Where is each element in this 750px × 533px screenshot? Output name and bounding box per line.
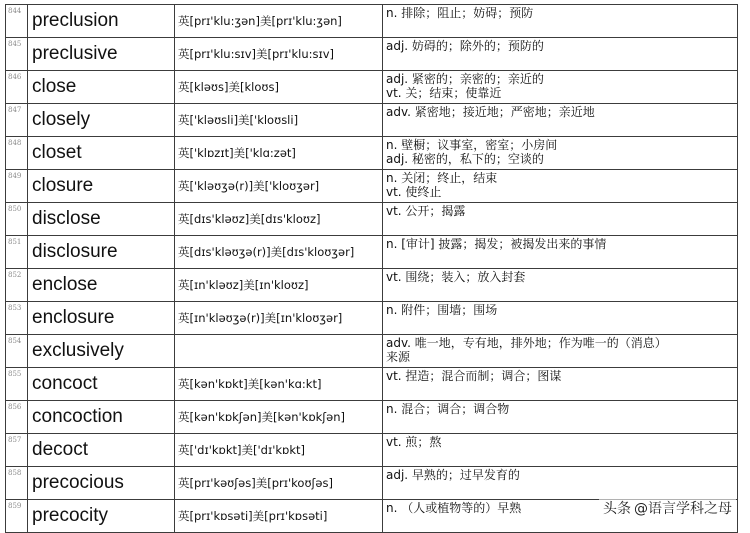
word-cell: enclosure [28,302,175,335]
phonetic-cell: 英[prɪ'klu:sɪv]美[prɪ'klu:sɪv] [175,38,383,71]
definition-cell [383,368,738,401]
table-row [6,104,738,137]
table-row [6,236,738,269]
word-cell: closely [28,104,175,137]
word-cell: preclusion [28,5,175,38]
table-row [6,71,738,104]
definition-cell [383,71,738,104]
phonetic-cell: 英[ɪn'kləʊz]美[ɪn'kloʊz] [175,269,383,302]
definition-cell [383,5,738,38]
table-row [6,467,738,500]
definition-line: 来源 [386,350,411,364]
word-cell: closure [28,170,175,203]
row-number: 854 [6,335,28,368]
definition-line: adv. 唯一地，专有地，排外地；作为唯一的（消息） [386,336,667,350]
phonetic-cell: 英[ɪn'kləʊʒə(r)]美[ɪn'kloʊʒər] [175,302,383,335]
row-number: 848 [6,137,28,170]
word-cell: preclusive [28,38,175,71]
row-number: 845 [6,38,28,71]
phonetic-cell: 英[prɪ'kɒsəti]美[prɪ'kɒsəti] [175,500,383,533]
row-number: 855 [6,368,28,401]
word-cell: enclose [28,269,175,302]
phonetic-cell: 英['kləʊsli]美['kloʊsli] [175,104,383,137]
row-number: 846 [6,71,28,104]
table-row [6,203,738,236]
definition-line: vt. 使终止 [386,185,442,199]
word-cell: disclosure [28,236,175,269]
row-number: 856 [6,401,28,434]
word-cell: close [28,71,175,104]
table-row [6,5,738,38]
definition-line: adj. 紧密的；亲密的；亲近的 [386,72,544,86]
row-number: 849 [6,170,28,203]
word-cell: precocious [28,467,175,500]
definition-line: adj. 早熟的；过早发育的 [386,468,520,482]
watermark [599,497,736,519]
table-row [6,302,738,335]
watermark-text: @语言学科之母 [634,501,732,517]
definition-cell [383,467,738,500]
table-row [6,170,738,203]
word-cell: concoct [28,368,175,401]
definition-line: n. 附件；围墙；围场 [386,303,498,317]
vocabulary-table-body [6,5,738,533]
phonetic-cell [175,335,383,368]
word-cell: decoct [28,434,175,467]
definition-line: n. （人或植物等的）早熟 [386,501,522,515]
definition-cell [383,137,738,170]
row-number: 851 [6,236,28,269]
vocabulary-table [5,4,738,533]
definition-line: adj. 妨碍的；除外的；预防的 [386,39,544,53]
phonetic-cell: 英[dɪs'kləʊz]美[dɪs'kloʊz] [175,203,383,236]
definition-line: n. 关闭；终止，结束 [386,171,498,185]
phonetic-cell: 英['kləʊʒə(r)]美['kloʊʒər] [175,170,383,203]
word-cell: disclose [28,203,175,236]
definition-line: adv. 紧密地；接近地；严密地；亲近地 [386,105,595,119]
table-row [6,269,738,302]
watermark-logo-text: 头条 [603,501,631,517]
definition-line: vt. 煎；熬 [386,435,442,449]
word-cell: precocity [28,500,175,533]
definition-cell [383,302,738,335]
table-row [6,368,738,401]
row-number: 858 [6,467,28,500]
word-cell: closet [28,137,175,170]
table-row [6,137,738,170]
definition-line: n. 混合；调合；调合物 [386,402,510,416]
definition-cell [383,269,738,302]
definition-line: n. 排除；阻止；妨碍；预防 [386,6,534,20]
definition-line: adj. 秘密的，私下的；空谈的 [386,152,544,166]
definition-cell [383,104,738,137]
phonetic-cell: 英[dɪs'kləʊʒə(r)]美[dɪs'kloʊʒər] [175,236,383,269]
row-number: 857 [6,434,28,467]
definition-cell [383,38,738,71]
definition-line: vt. 围绕；装入；放入封套 [386,270,526,284]
phonetic-cell: 英[kləʊs]美[kloʊs] [175,71,383,104]
definition-line: vt. 公开；揭露 [386,204,466,218]
table-row [6,401,738,434]
phonetic-cell: 英[kən'kɒkt]美[kən'kɑ:kt] [175,368,383,401]
table-row [6,38,738,71]
phonetic-cell: 英['dɪ'kɒkt]美['dɪ'kɒkt] [175,434,383,467]
table-row [6,335,738,368]
definition-cell [383,401,738,434]
definition-line: n. [审计] 披露；揭发；被揭发出来的事情 [386,237,607,251]
word-cell: concoction [28,401,175,434]
row-number: 844 [6,5,28,38]
phonetic-cell: 英[kən'kɒkʃən]美[kən'kɒkʃən] [175,401,383,434]
definition-cell [383,434,738,467]
word-cell: exclusively [28,335,175,368]
phonetic-cell: 英['klɒzɪt]美['klɑ:zət] [175,137,383,170]
table-row [6,434,738,467]
definition-cell [383,335,738,368]
row-number: 847 [6,104,28,137]
phonetic-cell: 英[prɪ'kəʊʃəs]美[prɪ'koʊʃəs] [175,467,383,500]
row-number: 850 [6,203,28,236]
row-number: 852 [6,269,28,302]
definition-line: vt. 捏造；混合而制；调合；图谋 [386,369,562,383]
definition-cell [383,170,738,203]
row-number: 853 [6,302,28,335]
row-number: 859 [6,500,28,533]
definition-line: vt. 关；结束；使靠近 [386,86,502,100]
definition-cell [383,203,738,236]
definition-line: n. 壁橱；议事室，密室；小房间 [386,138,558,152]
definition-cell [383,236,738,269]
phonetic-cell: 英[prɪ'klu:ʒən]美[prɪ'klu:ʒən] [175,5,383,38]
